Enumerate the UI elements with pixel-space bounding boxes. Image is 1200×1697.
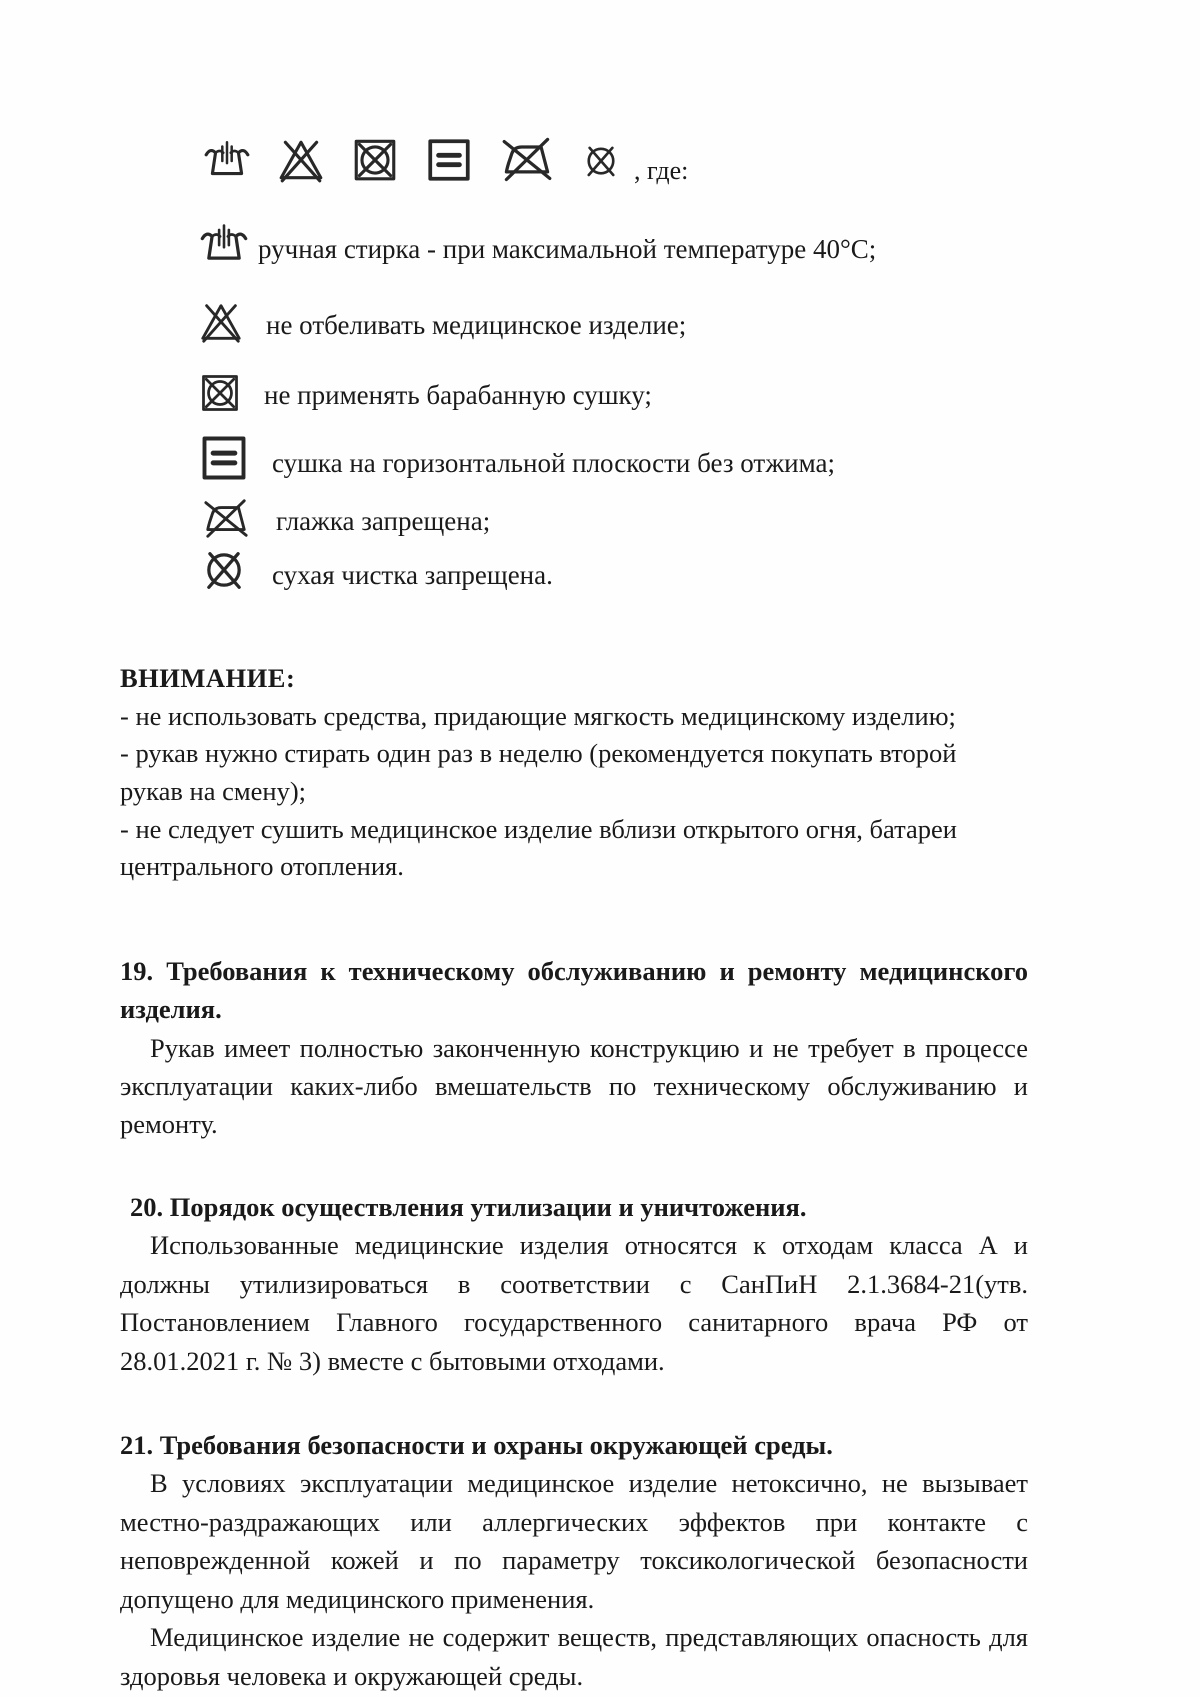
dry-flat-icon — [198, 432, 250, 484]
care-symbols-row — [202, 0, 1200, 186]
section-paragraph: В условиях эксплуатации медицинское изделие нетоксично, не вызывает местно-раздражающих или аллергических эффектов при контакте с неповрежденной кожей и по параметру токсикологической безопасности допущено для медицинского применения. — [120, 1468, 1028, 1614]
care-symbol-label: сушка на горизонтальной плоскости без отжима; — [272, 447, 835, 478]
section-20 — [120, 1188, 1028, 1380]
attention-title: ВНИМАНИЕ: — [120, 663, 296, 693]
no-iron-icon — [498, 134, 556, 186]
section-heading: 19. Требования к техническому обслуживанию и ремонту медицинского изделия. — [120, 955, 1028, 1025]
care-symbol-label: не отбеливать медицинское изделие; — [266, 309, 687, 340]
legend-item — [198, 544, 1200, 596]
section-paragraph: Медицинское изделие не содержит веществ, представляющих опасность для здоровья человека и окружающей среды. — [120, 1622, 1028, 1691]
no-bleach-icon — [198, 298, 244, 346]
symbols-row-suffix: , где: — [634, 156, 689, 185]
legend-item — [198, 218, 1200, 270]
section-paragraph: Использованные медицинские изделия относятся к отходам класса А и должны утилизироваться в соответствии с СанПиН 2.1.3684-21(утв. Постановлением Главного государственного санитарного врача РФ от 28.01.2021 г. № 3) вместе с бытовыми отходами. — [120, 1230, 1028, 1376]
hand-wash-icon — [198, 218, 250, 270]
care-symbol-label: не применять барабанную сушку; — [264, 379, 652, 410]
no-dry-clean-icon — [198, 544, 250, 596]
no-tumble-dry-icon — [350, 134, 400, 186]
no-dry-clean-icon — [580, 138, 622, 184]
section-heading: 20. Порядок осуществления утилизации и уничтожения. — [130, 1191, 807, 1222]
care-symbols-legend — [198, 218, 1200, 596]
attention-block — [120, 660, 1024, 886]
no-tumble-dry-icon — [198, 370, 242, 416]
hand-wash-icon — [202, 134, 252, 186]
care-symbol-label: сухая чистка запрещена. — [272, 559, 553, 590]
legend-item — [198, 370, 1200, 416]
no-bleach-icon — [276, 134, 326, 186]
legend-item — [198, 496, 1200, 542]
legend-item — [198, 298, 1200, 346]
legend-item — [198, 432, 1200, 484]
attention-item: - не следует сушить медицинское изделие вблизи открытого огня, батареи центрального отопления. — [120, 813, 957, 882]
care-symbol-label: глажка запрещена; — [276, 505, 491, 536]
dry-flat-icon — [424, 134, 474, 186]
section-heading: 21. Требования безопасности и охраны окружающей среды. — [120, 1429, 833, 1460]
section-21 — [120, 1426, 1028, 1695]
care-symbol-label: ручная стирка - при максимальной температуре 40°С; — [258, 233, 877, 264]
section-19 — [120, 952, 1028, 1144]
no-iron-icon — [198, 496, 254, 542]
attention-item: - рукав нужно стирать один раз в неделю (рекомендуется покупать второй рукав на смену); — [120, 738, 957, 806]
section-paragraph: Рукав имеет полностью законченную конструкцию и не требует в процессе эксплуатации каких-либо вмешательств по техническому обслуживанию и ремонту. — [120, 1032, 1028, 1140]
attention-item: - не использовать средства, придающие мягкость медицинскому изделию; — [120, 700, 956, 731]
